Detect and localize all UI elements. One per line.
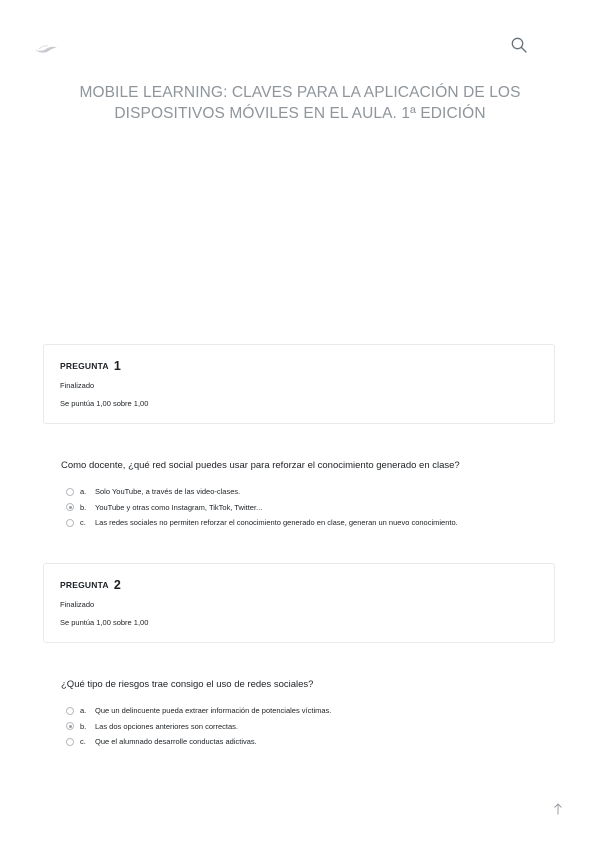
answer-text: YouTube y otras como Instagram, TikTok, Twitter... bbox=[95, 502, 263, 512]
question-info-card bbox=[43, 344, 555, 424]
answer-text: Solo YouTube, a través de las video-clases. bbox=[95, 487, 241, 497]
answer-letter: b. bbox=[80, 502, 87, 512]
answer-option[interactable] bbox=[66, 719, 546, 735]
course-title: MOBILE LEARNING: CLAVES PARA LA APLICACIÓN DE LOS DISPOSITIVOS MÓVILES EN EL AULA. 1ª EDICIÓN bbox=[79, 84, 521, 122]
radio-button[interactable] bbox=[66, 488, 74, 496]
radio-button-selected[interactable] bbox=[66, 503, 74, 511]
question-text: ¿Qué tipo de riesgos trae consigo el uso de redes sociales? bbox=[61, 679, 314, 690]
radio-button-selected[interactable] bbox=[66, 722, 74, 730]
question-number: 1 bbox=[113, 359, 122, 373]
answer-letter: a. bbox=[80, 487, 87, 497]
radio-button[interactable] bbox=[66, 738, 74, 746]
question-grade: Se puntúa 1,00 sobre 1,00 bbox=[60, 618, 149, 627]
answer-text: Las dos opciones anteriores son correctas. bbox=[95, 721, 238, 731]
question-text: Como docente, ¿qué red social puedes usar para reforzar el conocimiento generado en clase? bbox=[61, 460, 460, 471]
answer-option[interactable] bbox=[66, 515, 546, 531]
answer-letter: b. bbox=[80, 721, 87, 731]
radio-button[interactable] bbox=[66, 707, 74, 715]
question-heading bbox=[60, 578, 121, 592]
question-label: PREGUNTA bbox=[60, 580, 109, 590]
question-state: Finalizado bbox=[60, 381, 95, 390]
answer-letter: c. bbox=[80, 518, 86, 528]
answer-option[interactable] bbox=[66, 500, 546, 516]
question-label: PREGUNTA bbox=[60, 361, 109, 371]
answer-letter: c. bbox=[80, 737, 86, 747]
question-state: Finalizado bbox=[60, 600, 95, 609]
answer-text: Las redes sociales no permiten reforzar el conocimiento generado en clase, generan un nuevo conocimiento. bbox=[95, 518, 458, 528]
answer-option[interactable] bbox=[66, 484, 546, 500]
answer-list bbox=[66, 484, 546, 531]
answer-text: Que un delincuente pueda extraer información de potenciales víctimas. bbox=[95, 706, 332, 716]
answer-list bbox=[66, 703, 546, 750]
question-heading bbox=[60, 359, 121, 373]
answer-option[interactable] bbox=[66, 734, 546, 750]
question-info-card bbox=[43, 563, 555, 643]
question-number: 2 bbox=[113, 578, 122, 592]
top-navbar bbox=[0, 0, 600, 70]
radio-button[interactable] bbox=[66, 519, 74, 527]
answer-letter: a. bbox=[80, 706, 87, 716]
arrow-up-icon[interactable] bbox=[552, 802, 564, 816]
answer-option[interactable] bbox=[66, 703, 546, 719]
bird-logo-icon[interactable] bbox=[34, 40, 58, 54]
search-icon[interactable] bbox=[510, 36, 528, 54]
question-grade: Se puntúa 1,00 sobre 1,00 bbox=[60, 399, 149, 408]
answer-text: Que el alumnado desarrolle conductas adictivas. bbox=[95, 737, 257, 747]
